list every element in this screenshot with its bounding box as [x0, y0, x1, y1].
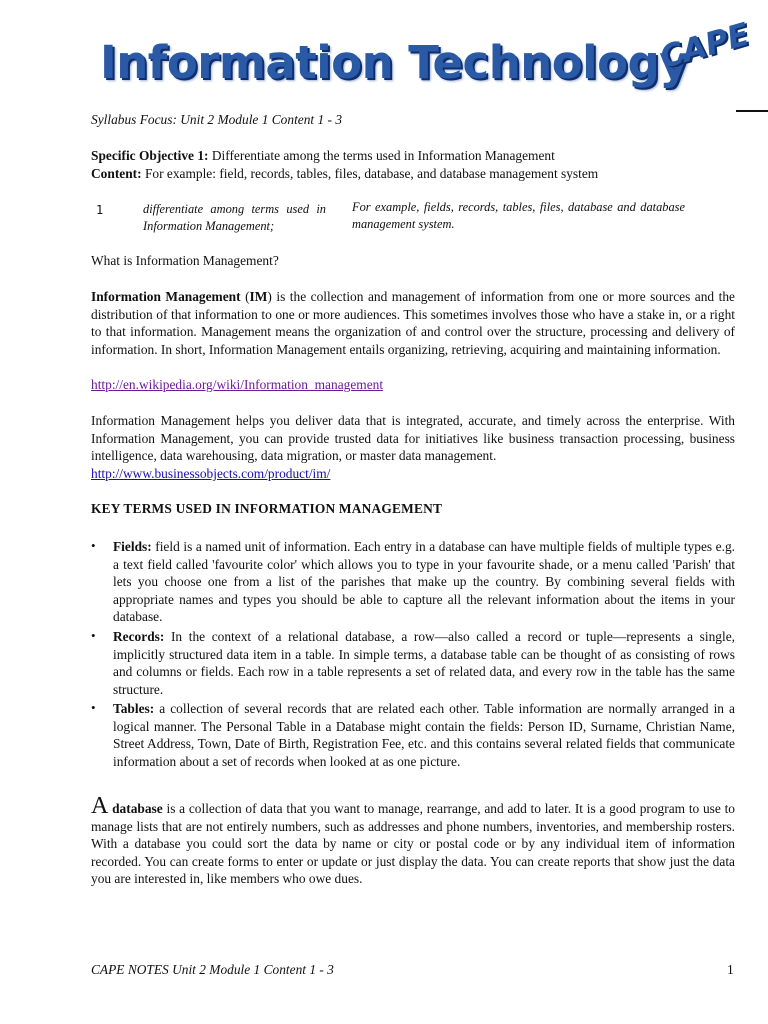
im-term: Information Management — [91, 289, 241, 304]
bullet-fields — [113, 538, 735, 626]
bullet-records — [113, 628, 735, 698]
cape-logo: CAPE — [656, 16, 754, 76]
bullet-icon: • — [91, 700, 96, 715]
bullet-fields-term: Fields: — [113, 539, 152, 554]
drop-cap: A — [91, 793, 109, 819]
database-term: database — [112, 801, 163, 816]
specific-objective — [91, 147, 731, 165]
bullet-records-text: In the context of a relational database, a row—also called a record or tuple—represents a single, implicitly structured data item in a table. In simple terms, a database table can be thought of as consisting of rows and columns or fields. Each row in a table represents a set of related data, and every row in the table has the same structure. — [113, 629, 735, 697]
key-terms-heading: KEY TERMS USED IN INFORMATION MANAGEMENT — [91, 501, 443, 516]
specific-objective-text: Differentiate among the terms used in Information Management — [208, 148, 555, 163]
im-abbr: IM — [249, 289, 268, 304]
im-abbr-open: ( — [240, 289, 250, 304]
bullet-tables-text: a collection of several records that are related each other. Table information are normally arranged in a logical manner. The Personal Table in a Database might contain the fields: Person ID, Surname, Christian Name, Street Address, Town, Date of Birth, Registration Fee, etc. and this contains several related fields that communicate information about a set of records when looked at as one picture. — [113, 701, 735, 769]
banner-title: Information Technology — [100, 36, 689, 89]
objective-text: differentiate among terms used in Information Management; — [143, 202, 326, 233]
question: What is Information Management? — [91, 253, 279, 268]
content-label: Content: — [91, 166, 142, 181]
specific-objective-label: Specific Objective 1: — [91, 148, 209, 163]
bullet-icon: • — [91, 628, 96, 643]
database-text: is a collection of data that you want to manage, rearrange, and add to later. It is a good program to use to manage lists that are not entirely numbers, such as addresses and phone numbers, inventories, and membership rosters. With a database you could sort the data by name or city or postal code or by any individual item of information recorded. You can create forms to enter or update or just display the data. You can create reports that show just the data you are interested in, like members who owe dues. — [91, 801, 736, 887]
bullet-records-term: Records: — [113, 629, 165, 644]
bullet-tables-term: Tables: — [113, 701, 155, 716]
page-number: 1 — [727, 962, 734, 977]
wikipedia-link[interactable] — [91, 376, 383, 394]
bullet-tables — [113, 700, 735, 770]
objective-number: 1 — [96, 203, 104, 217]
bullet-icon: • — [91, 538, 96, 553]
header-rule — [736, 110, 768, 112]
businessobjects-link[interactable] — [91, 465, 330, 483]
objective-content: For example, fields, records, tables, files, database and database management system. — [352, 200, 685, 231]
content-line — [91, 165, 741, 183]
content-text: For example: field, records, tables, files, database, and database management system — [141, 166, 599, 181]
footer-left: CAPE NOTES Unit 2 Module 1 Content 1 - 3 — [91, 962, 334, 977]
businessobjects-link-text[interactable]: http://www.businessobjects.com/product/im/ — [91, 466, 331, 481]
bullet-fields-text: field is a named unit of information. Each entry in a database can have multiple fields of multiple types e.g. a text field called 'favourite color' which allows you to type in your favourite shade, or a menu called 'Parish' that lets you choose one from a list of the parishes that make up the country. By combining several fields with appropriate names and types you should be able to capture all the relevant information about the items in your database. — [113, 539, 735, 625]
im-text: ) is the collection and management of information from one or more sources and the distribution of that information to one or more audiences. This sometimes involves those who have a stake in, or a right to that information. Management means the organization of and control over the structure, processing and delivery of information. In short, Information Management entails organizing, retrieving, acquiring and maintaining information. — [91, 289, 735, 357]
wikipedia-link-text[interactable]: http://en.wikipedia.org/wiki/Information_management — [91, 377, 384, 392]
syllabus-focus: Syllabus Focus: Unit 2 Module 1 Content 1 - 3 — [91, 112, 343, 127]
im-paragraph-2: Information Management helps you deliver data that is integrated, accurate, and timely across the enterprise. With Information Management, you can provide trusted data for initiatives like business transaction processing, business intelligence, data warehousing, data migration, or master data management. — [91, 413, 735, 464]
im-paragraph — [91, 288, 735, 358]
database-paragraph — [91, 793, 736, 888]
